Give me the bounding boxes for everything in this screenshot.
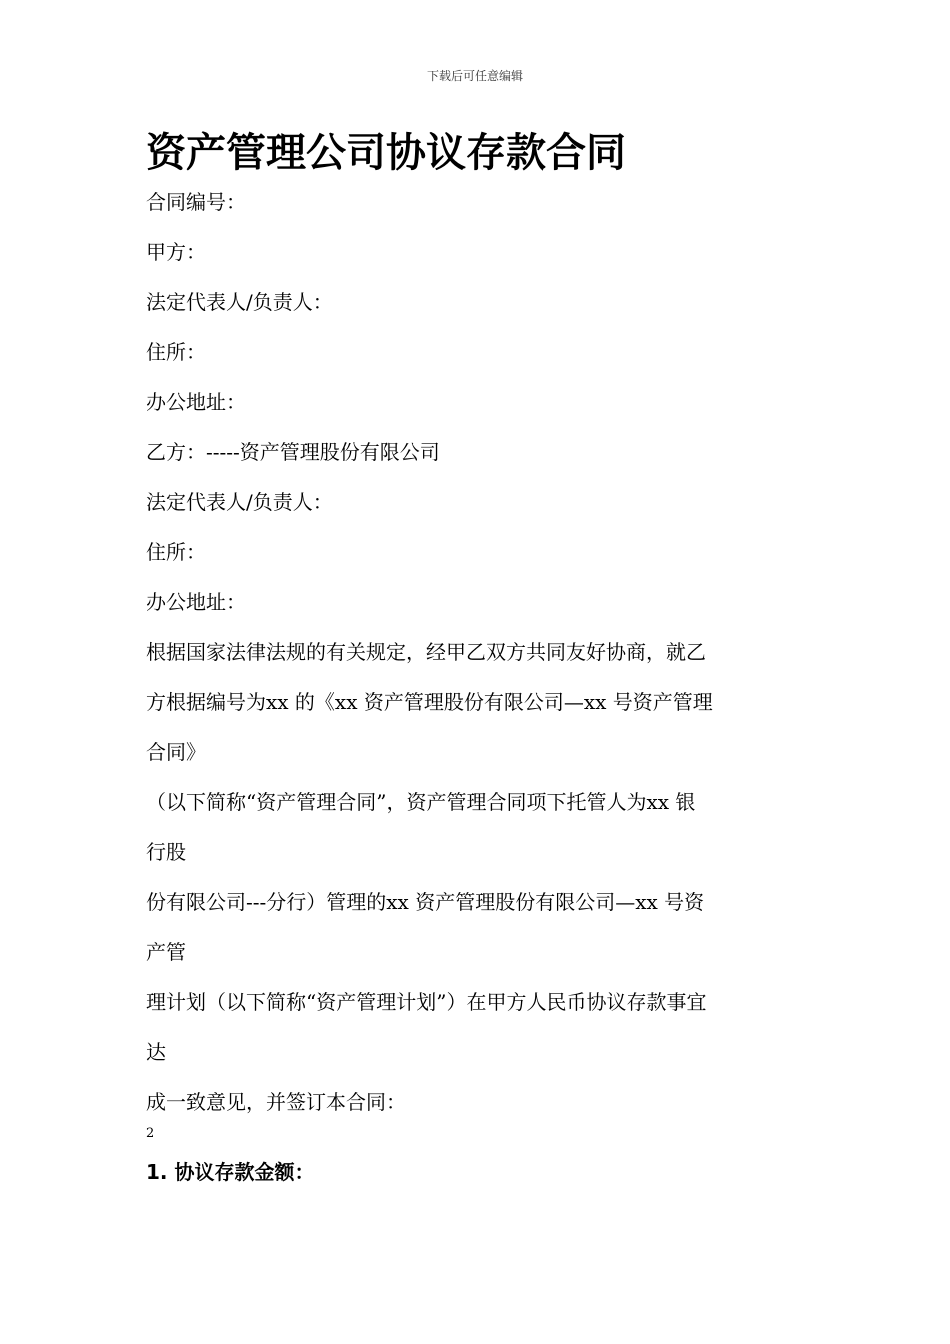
party-b-residence-label: 住所： <box>146 540 206 564</box>
preamble-line: 份有限公司---分行）管理的xx 资产管理股份有限公司—xx 号资 <box>146 890 705 914</box>
preamble-line: （以下简称“资产管理合同”，资产管理合同项下托管人为xx 银 <box>146 790 696 814</box>
party-a-label: 甲方： <box>146 240 206 264</box>
preamble-line: 方根据编号为xx 的《xx 资产管理股份有限公司—xx 号资产管理 <box>146 690 713 714</box>
preamble-line: 理计划（以下简称“资产管理计划”）在甲方人民币协议存款事宜 <box>146 990 707 1014</box>
contract-number-label: 合同编号： <box>146 190 246 214</box>
preamble-line: 根据国家法律法规的有关规定，经甲乙双方共同友好协商，就乙 <box>146 640 706 664</box>
section-heading: 1. 协议存款金额： <box>146 1160 315 1184</box>
party-b-office-address-label: 办公地址： <box>146 590 246 614</box>
party-b-representative-label: 法定代表人/负责人： <box>146 490 333 514</box>
party-a-representative-label: 法定代表人/负责人： <box>146 290 333 314</box>
preamble-line: 行股 <box>146 840 186 864</box>
document-title: 资产管理公司协议存款合同 <box>146 130 626 176</box>
party-b-label: 乙方：-----资产管理股份有限公司 <box>146 440 440 464</box>
preamble-line: 成一致意见，并签订本合同： <box>146 1090 406 1114</box>
preamble-line: 达 <box>146 1040 166 1064</box>
header-note: 下载后可任意编辑 <box>426 69 523 83</box>
contract-body <box>146 187 806 1137</box>
party-a-residence-label: 住所： <box>146 340 206 364</box>
preamble-line: 合同》 <box>146 740 206 764</box>
party-a-office-address-label: 办公地址： <box>146 390 246 414</box>
preamble-line: 产管 <box>146 940 186 964</box>
page-number: 2 <box>146 1126 155 1141</box>
